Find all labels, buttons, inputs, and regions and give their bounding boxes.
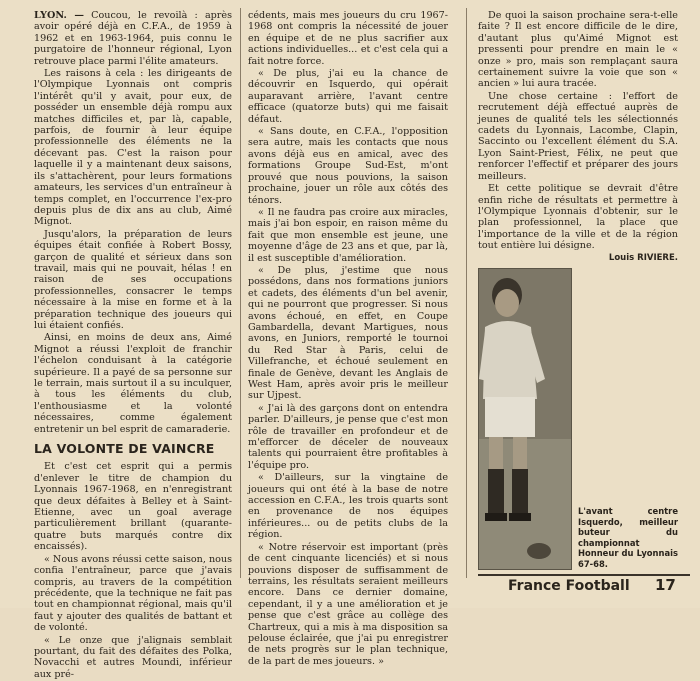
paragraph: cédents, mais mes joueurs du cru 1967-1968 ont compris la nécessité de jouer en équipe et de ne plus sacrifier aux actions individuelles... et c'est cela qui a fait notre force. — [248, 10, 448, 67]
page-number: 17 — [655, 576, 676, 594]
paragraph-text: Coucou, le revoilà : après avoir opéré déjà en C.F.A., de 1959 à 1962 et en 1963-1964, puis connu le purgatoire de l'honneur régional, Lyon retrouve place parmi l'élite amateurs. — [34, 10, 232, 67]
dateline: LYON. — — [34, 10, 84, 21]
paragraph: « Le onze que j'alignais semblait pourtant, du fait des défaites des Polka, Novacchi et autres Moundi, inférieur aux pré- — [34, 634, 232, 680]
section-heading: LA VOLONTE DE VAINCRE — [34, 441, 215, 457]
paragraph: « Il ne faudra pas croire aux miracles, mais j'ai bon espoir, en raison même du fait que mon ensemble est jeune, une moyenne d'âge de 23 ans et que, par là, il est susceptible d'amélioration. — [248, 206, 448, 264]
paragraph: Et cette politique se devrait d'être enfin riche de résultats et permettre à l'Olympique Lyonnais d'obtenir, sur le plan professionnel, la place que l'importance de la ville et de la région tout entière lui désigne. — [478, 183, 678, 252]
article-column-3 — [478, 10, 678, 265]
article-column-2 — [248, 10, 448, 668]
paragraph: « De plus, j'ai eu la chance de découvrir en Isquerdo, qui opérait auparavant arrière, l'avant centre efficace (quatorze buts) qui me faisait défaut. — [248, 68, 448, 125]
paragraph: « J'ai là des garçons dont on entendra parler. D'ailleurs, je pense que c'est mon rôle de travailler en profondeur et de m'efforcer de déceler de nouveaux talents qui pourraient être profitables à l'équipe pro. — [248, 402, 448, 471]
paragraph: Jusqu'alors, la préparation de leurs équipes était confiée à Robert Bossy, garçon de qualité et sérieux dans son travail, mais qui ne pouvait, hélas ! en raison de ses occupations professionnelles, consacrer le temps nécessaire à la mise en forme et à la préparation technique des joueurs qui lui étaient confiés. — [34, 228, 232, 331]
paragraph: « Nous avons réussi cette saison, nous confia l'entraîneur, parce que j'avais compris, au travers de la compétition précédente, que la technique ne fait pas tout en championnat régional, mais qu'il faut y ajouter des qualités de battant et de volonté. — [34, 553, 232, 634]
author-signature: Louis RIVIERE. — [608, 252, 678, 263]
article-column-1 — [34, 10, 232, 681]
player-figure — [479, 269, 571, 569]
column-divider — [466, 8, 467, 578]
paragraph: De quoi la saison prochaine sera-t-elle faite ? Il est encore difficile de le dire, d'autant plus qu'Aimé Mignot est pressenti pour prendre en main le « onze » pro, mais son remplaçant saura certainement suivre la voie que son « ancien » lui aura tracée. — [478, 10, 678, 90]
column-divider — [240, 8, 241, 578]
player-photo — [478, 268, 572, 570]
paragraph: Ainsi, en moins de deux ans, Aimé Mignot a réussi l'exploit de franchir l'échelon conduisant à la catégorie supérieure. Il a payé de sa personne sur le terrain, mais surtout il a su inculquer, à tous les éléments du club, l'enthousiasme et la volonté nécessaires, comme également entretenir un bel esprit de camaraderie. — [34, 332, 232, 435]
paragraph: « De plus, j'estime que nous possédons, dans nos formations juniors et cadets, des éléments d'un bel avenir, qui ne pourront que progresser. Si nous avons échoué, en effet, en Coupe Gambardella, devant Martigues, nous avons, en Juniors, remporté le tournoi du Red Star à Paris, celui de Villefranche, et échoué seulement en finale de Genève, devant les Anglais de West Ham, après avoir pris le meilleur sur Ujpest. — [248, 264, 448, 402]
paragraph — [34, 10, 232, 67]
paragraph: Et c'est cet esprit qui a permis d'enlever le titre de champion du Lyonnais 1967-1968, en n'enregistrant que deux défaites à Belley et à Saint-Etienne, avec un goal average particulièrement brillant (quarante-quatre buts marqués contre dix encaissés). — [34, 461, 232, 553]
magazine-title: France Football — [508, 578, 630, 594]
paragraph: « Notre réservoir est important (près de cent cinquante licenciés) et si nous pouvions disposer de suffisamment de terrains, les résultats seraient meilleurs encore. Dans ce dernier domaine, cependant, il y a une amélioration et je pense que c'est grâce au collège des Chartreux, qui a mis à ma disposition sa pelouse éclairée, que j'ai pu enregistrer de nets progrès sur le plan technique, de la part de mes joueurs. » — [248, 541, 448, 667]
paragraph: « D'ailleurs, sur la vingtaine de joueurs qui ont été à la base de notre accession en C.F.A., les trois quarts sont en provenance de nos équipes inférieures... ou de petits clubs de la région. — [248, 472, 448, 541]
paragraph: Les raisons à cela : les dirigeants de l'Olympique Lyonnais ont compris l'intérêt qu'il y avait, pour eux, de posséder un ensemble déjà rompu aux matches difficiles et, par là, capable, parfois, de fournir à leur équipe professionnelle des éléments ne la décevant pas. C'est la raison pour laquelle il y a maintenant deux saisons, ils s'attachèrent, pour leurs formations amateurs, les services d'un entraîneur à temps complet, en l'occurrence l'ex-pro depuis plus de dix ans au club, Aimé Mignot. — [34, 68, 232, 228]
photo-caption: L'avant centre Isquerdo, meilleur buteur du championnat Honneur du Lyonnais 67-68. — [578, 506, 678, 569]
paragraph: « Sans doute, en C.F.A., l'opposition sera autre, mais les contacts que nous avons déjà eus en amical, avec des formations Groupe Sud-Est, m'ont prouvé que nous pouvions, la saison prochaine, jouer un rôle aux côtés des ténors. — [248, 126, 448, 206]
paragraph: Une chose certaine : l'effort de recrutement déjà effectué auprès de jeunes de qualité tels les sélectionnés cadets du Lyonnais, Lacombe, Clapin, Saccinto ou l'excellent élément du S.A. Lyon Saint-Priest, Félix, ne peut que renforcer l'effectif et préparer des jours meilleurs. — [478, 90, 678, 182]
